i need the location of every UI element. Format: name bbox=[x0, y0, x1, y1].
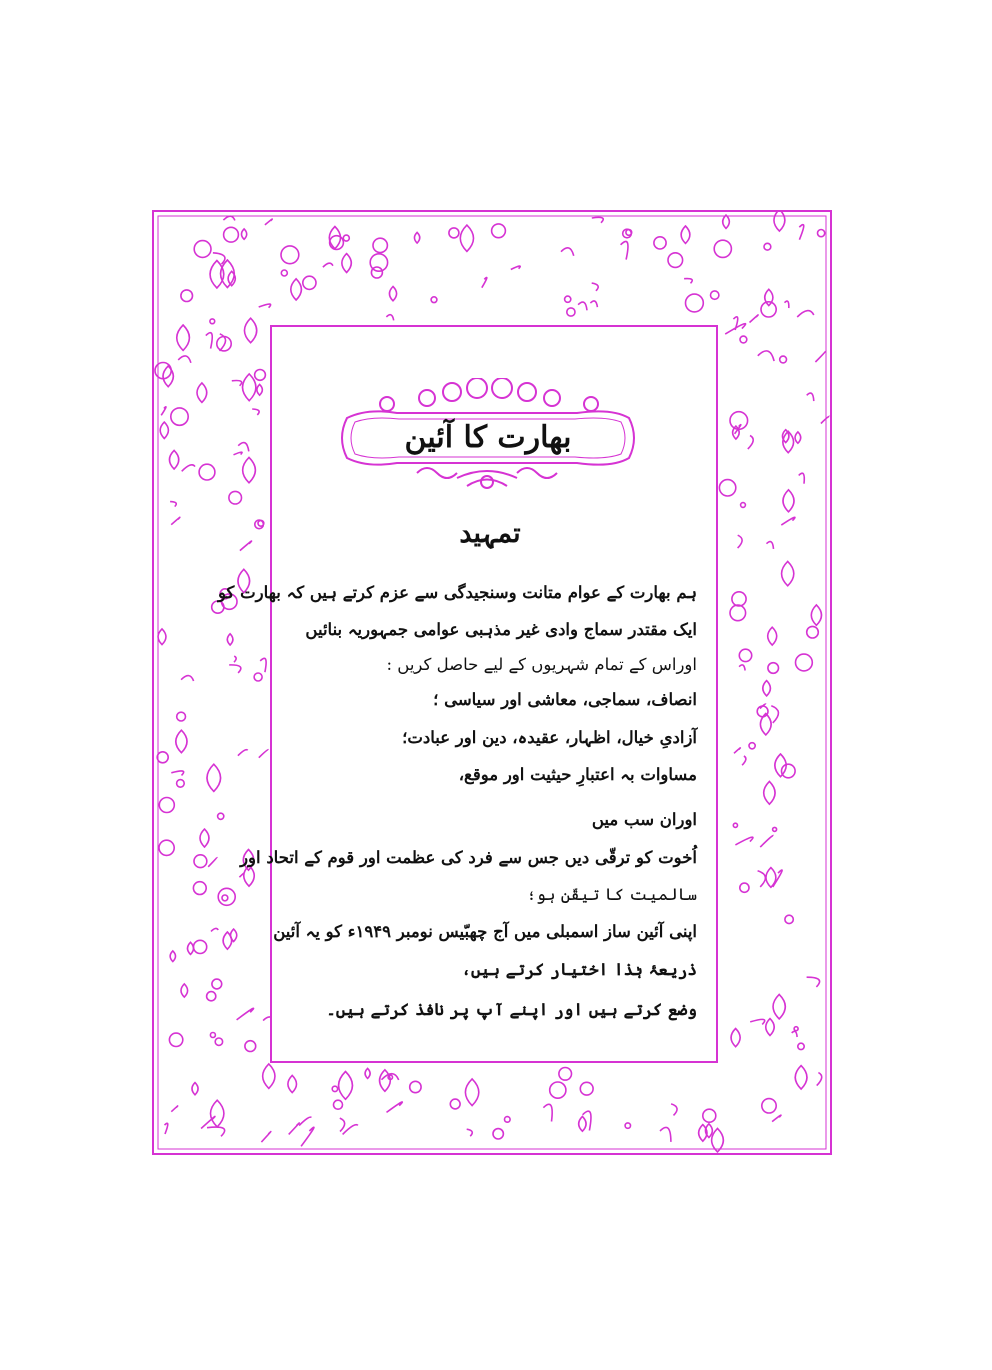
preamble-line-8: اُخوت کو ترقّی دیں جس سے فرد کی عظمت اور قوم کے اتحاد اور bbox=[240, 848, 697, 867]
preamble-heading: تمہید bbox=[459, 518, 521, 549]
preamble-line-2: ایک مقتدر سماج وادی غیر مذہبی عوامی جمہوریہ بنائیں bbox=[305, 620, 697, 639]
preamble-line-12: وضع کرتے ہیں اور اپنے آپ پر نافذ کرتے ہیں۔ bbox=[326, 1000, 697, 1019]
preamble-line-6: مساوات بہ اعتبارِ حیثیت اور موقع، bbox=[458, 765, 697, 784]
document-title: بھارت کا آئین bbox=[404, 420, 572, 455]
preamble-line-1: ہم بھارت کے عوام متانت وسنجیدگی سے عزم کرتے ہیں کہ بھارت کو bbox=[217, 583, 697, 602]
preamble-line-10: اپنی آئین ساز اسمبلی میں آج چھبّیس نومبر ۱۹۴۹ء کو یہ آئین bbox=[273, 922, 697, 941]
preamble-line-7: اوران سب میں bbox=[591, 810, 697, 829]
preamble-line-9: سالمیت کا تیقّن ہو؛ bbox=[526, 885, 697, 904]
preamble-line-3: اوراس کے تمام شہریوں کے لیے حاصل کریں : bbox=[386, 655, 697, 674]
preamble-line-11: ذریعۂ ہٰذا اختیار کرتے ہیں، bbox=[461, 960, 697, 979]
preamble-line-5: آزادیِ خیال، اظہار، عقیدہ، دین اور عبادت؛ bbox=[402, 728, 697, 747]
preamble-line-4: انصاف، سماجی، معاشی اور سیاسی ؛ bbox=[433, 690, 697, 709]
